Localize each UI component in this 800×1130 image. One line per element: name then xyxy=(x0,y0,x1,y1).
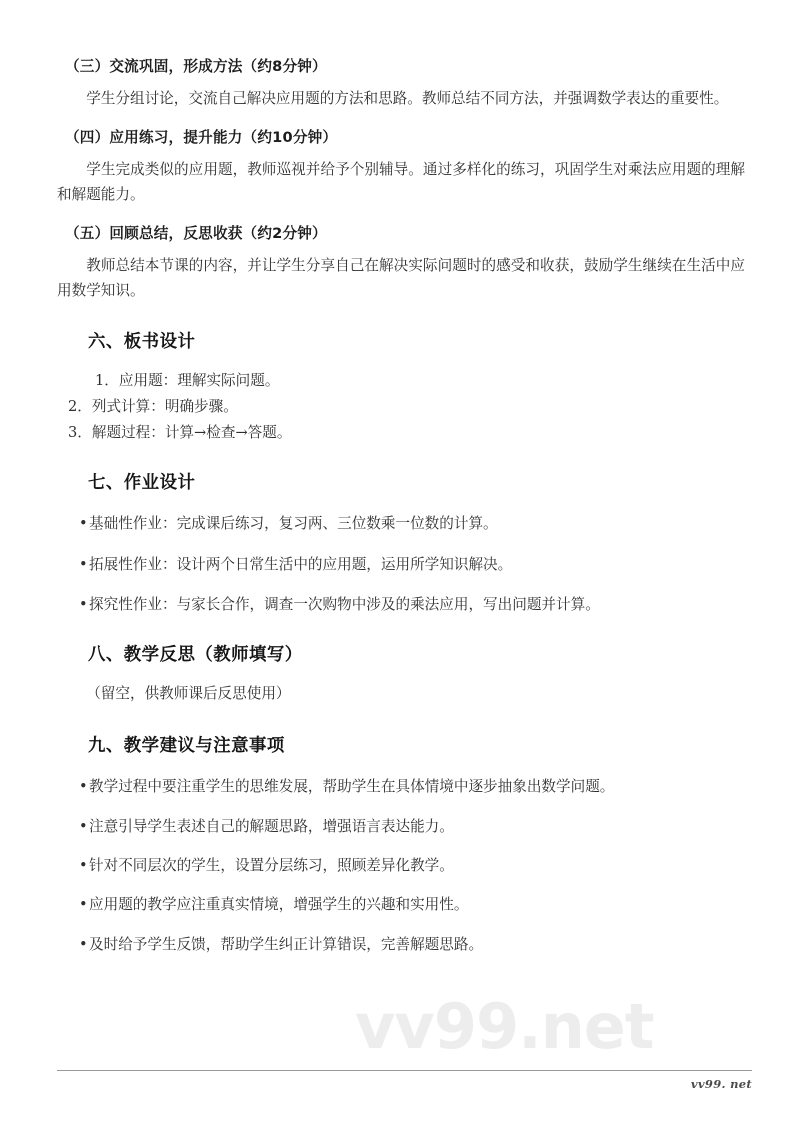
list-item-label: 应用题的教学应注重真实情境，增强学生的兴趣和实用性。 xyxy=(89,896,469,914)
part8-note: （留空，供教师课后反思使用） xyxy=(86,685,291,703)
section-part6 xyxy=(57,329,745,444)
part4-heading: （四）应用练习，提升能力（约10分钟） xyxy=(65,128,338,146)
list-item xyxy=(57,775,745,798)
part6-heading: 六、板书设计 xyxy=(88,332,196,353)
list-item: 1．应用题：理解实际问题。 xyxy=(95,372,280,390)
document-content xyxy=(57,56,745,956)
list-item-label: 探究性作业：与家长合作，调查一次购物中涉及的乘法应用，写出问题并计算。 xyxy=(89,595,600,613)
part5-heading: （五）回顾总结，反思收获（约2分钟） xyxy=(65,225,327,243)
list-item xyxy=(57,512,745,535)
part3-heading: （三）交流巩固，形成方法（约8分钟） xyxy=(65,58,327,75)
list-item xyxy=(57,553,745,576)
list-item xyxy=(57,893,745,916)
bullet-icon: • xyxy=(79,595,88,613)
section-part3 xyxy=(57,56,745,111)
bullet-icon: • xyxy=(79,935,88,953)
board-design-list xyxy=(57,369,745,444)
bullet-icon: • xyxy=(79,778,88,796)
homework-list xyxy=(57,512,745,616)
part9-heading: 九、教学建议与注意事项 xyxy=(88,736,285,757)
list-item-label: 及时给予学生反馈，帮助学生纠正计算错误，完善解题思路。 xyxy=(89,935,484,953)
bullet-icon: • xyxy=(79,555,88,573)
part4-paragraph: 学生完成类似的应用题，教师巡视并给予个别辅导。通过多样化的练习，巩固学生对乘法应用题的理解和解题能力。 xyxy=(57,160,745,203)
bullet-icon: • xyxy=(79,857,88,875)
list-item-label: 拓展性作业：设计两个日常生活中的应用题，运用所学知识解决。 xyxy=(89,555,513,573)
list-item xyxy=(57,933,745,956)
list-item xyxy=(57,854,745,877)
list-item-label: 教学过程中要注重学生的思维发展，帮助学生在具体情境中逐步抽象出数学问题。 xyxy=(89,778,615,796)
part5-paragraph: 教师总结本节课的内容，并让学生分享自己在解决实际问题时的感受和收获，鼓励学生继续在生活中应用数学知识。 xyxy=(57,256,745,300)
footer-divider xyxy=(57,1070,752,1071)
section-part7 xyxy=(57,470,745,616)
section-part9 xyxy=(57,733,745,956)
section-part8 xyxy=(57,642,745,707)
section-part4 xyxy=(57,127,745,207)
teaching-advice-list xyxy=(57,775,745,956)
part3-paragraph: 学生分组讨论，交流自己解决应用题的方法和思路。教师总结不同方法，并强调数学表达的重要性。 xyxy=(86,89,729,107)
list-item-label: 基础性作业：完成课后练习，复习两、三位数乘一位数的计算。 xyxy=(89,515,498,533)
list-item: 3．解题过程：计算→检查→答题。 xyxy=(68,423,292,441)
bullet-icon: • xyxy=(79,896,88,914)
list-item xyxy=(57,815,745,838)
list-item-label: 针对不同层次的学生，设置分层练习，照顾差异化教学。 xyxy=(89,857,454,875)
part7-heading: 七、作业设计 xyxy=(88,473,196,494)
list-item-label: 注意引导学生表述自己的解题思路，增强语言表达能力。 xyxy=(89,817,454,835)
section-part5 xyxy=(57,223,745,303)
bullet-icon: • xyxy=(79,515,88,533)
site-watermark: vv99.net xyxy=(355,990,654,1063)
list-item: 2．列式计算：明确步骤。 xyxy=(68,397,238,415)
list-item xyxy=(57,593,745,616)
part8-heading: 八、教学反思（教师填写） xyxy=(88,645,303,666)
page-footer xyxy=(57,1070,752,1091)
bullet-icon: • xyxy=(79,817,88,835)
footer-site-label: vv99. net xyxy=(690,1077,752,1091)
